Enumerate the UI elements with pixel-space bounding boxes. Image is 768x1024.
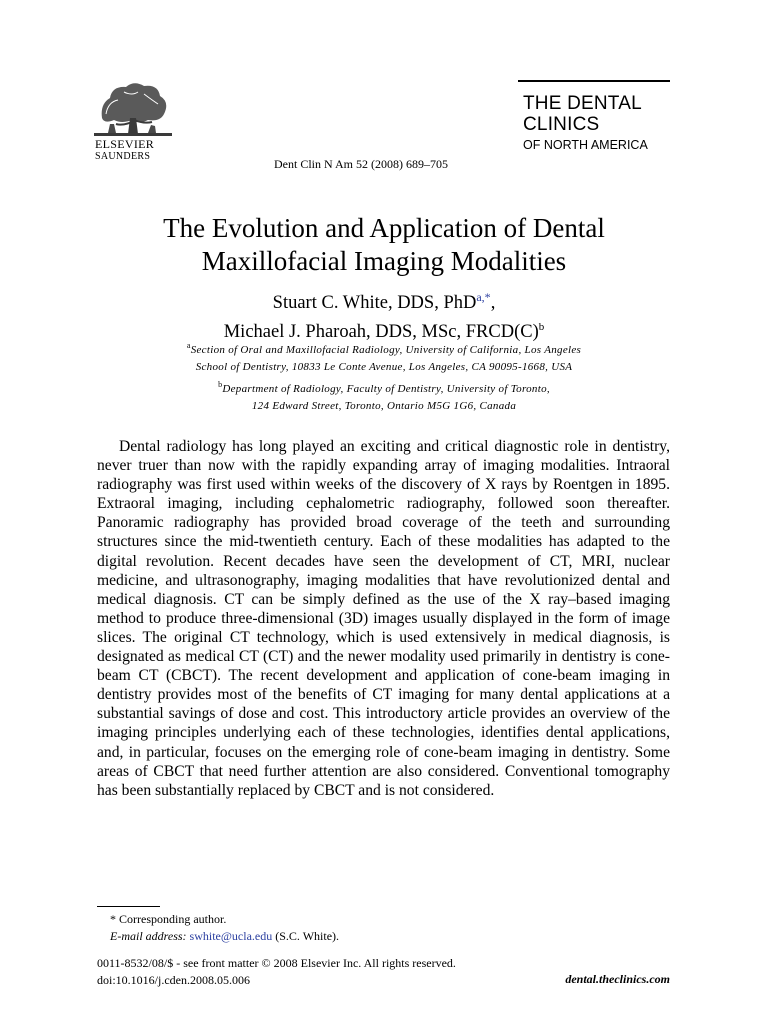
article-title-line1: The Evolution and Application of Dental [163, 213, 605, 243]
corresponding-author-note: * Corresponding author. [110, 912, 227, 926]
author-name: Stuart C. White, DDS, PhD [272, 293, 477, 313]
journal-website: dental.theclinics.com [565, 972, 670, 986]
email-note [110, 928, 339, 945]
affiliation-line [0, 376, 768, 398]
email-link[interactable]: swhite@ucla.edu [189, 929, 273, 943]
affiliation-marker: a [186, 341, 191, 350]
doi: doi:10.1016/j.cden.2008.05.006 [97, 973, 250, 987]
journal-title-line1: THE DENTAL [523, 93, 642, 114]
footnote-rule [97, 906, 160, 907]
affiliation-text: Department of Radiology, Faculty of Dentistry, University of Toronto, [222, 383, 550, 395]
journal-title-line3: OF NORTH AMERICA [523, 138, 648, 152]
issn-line: 0011-8532/08/$ - see front matter © 2008 Elsevier Inc. All rights reserved. [97, 956, 456, 970]
journal-citation: Dent Clin N Am 52 (2008) 689–705 [274, 157, 448, 171]
abstract-paragraph: Dental radiology has long played an exciting and critical diagnostic role in dentistry, never truer than now with the rapidly expanding array of imaging modalities. Intraoral radiography was first used within weeks of the discovery of X rays by Roentgen in 1895. Extraoral imaging, including cephalometric radiography, followed soon thereafter. Panoramic radiography has provided broad coverage of the teeth and surrounding structures since the mid-twentieth century. Each of these modalities has adapted to the digital revolution. Recent decades have seen the development of CT, MRI, nuclear medicine, and ultrasonography, imaging modalities that have revolutionized dental and medical diagnosis. CT can be simply defined as the use of the X ray–based imaging method to produce three-dimensional (3D) images usually displayed in the form of image slices. The original CT technology, which is used extensively in medical diagnosis, is designated as medical CT (CT) and the newer modality used primarily in dentistry is cone-beam CT (CBCT). The recent development and application of cone-beam imaging in dentistry provides most of the benefits of CT imaging for many dental applications at a substantial savings of dose and cost. This introductory article provides an overview of the imaging principles underlying each of these technologies, identifies dental applications, and, in particular, focuses on the emerging role of cone-beam imaging in dentistry. Some areas of CBCT that need further attention are also considered. Conventional tomography has been substantially replaced by CBCT and is not considered. [97, 438, 670, 799]
affiliation-line: School of Dentistry, 10833 Le Conte Avenue, Los Angeles, CA 90095-1668, USA [195, 361, 573, 373]
email-label: E-mail address: [110, 929, 187, 943]
author-separator: , [490, 293, 496, 313]
author-affiliation-marker: b [538, 321, 545, 333]
affiliation-line [0, 337, 768, 359]
copyright-block [97, 955, 456, 989]
elsevier-tree-icon [94, 78, 172, 138]
imprint-name: SAUNDERS [95, 151, 151, 162]
author-list [0, 285, 768, 344]
publisher-name: ELSEVIER [95, 137, 155, 151]
article-title [0, 212, 768, 278]
journal-title [523, 93, 648, 153]
affiliations [0, 337, 768, 415]
author-affiliation-link[interactable]: a,* [476, 290, 491, 304]
email-owner: (S.C. White). [272, 929, 340, 943]
abstract [97, 437, 670, 800]
article-title-line2: Maxillofacial Imaging Modalities [201, 246, 567, 276]
journal-rule [518, 80, 670, 82]
affiliation-marker: b [218, 380, 223, 389]
footnote [110, 911, 339, 945]
journal-title-line2: CLINICS [523, 114, 600, 135]
affiliation-text: Section of Oral and Maxillofacial Radiology, University of California, Los Angeles [190, 344, 582, 356]
author-name: Michael J. Pharoah, DDS, MSc, FRCD(C) [223, 322, 539, 342]
author-line [0, 285, 768, 315]
affiliation-line: 124 Edward Street, Toronto, Ontario M5G 1G6, Canada [251, 400, 517, 412]
